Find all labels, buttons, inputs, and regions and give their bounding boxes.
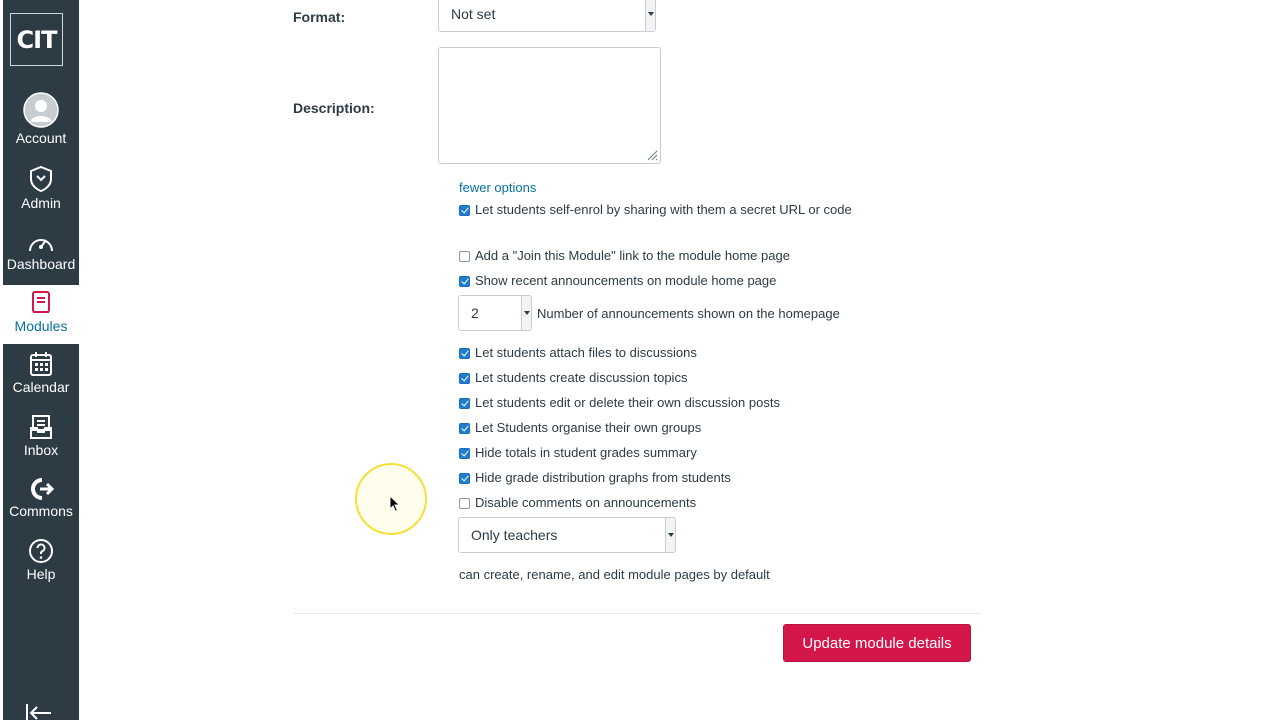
option-attach-files[interactable] [459,344,697,362]
nav-item-commons[interactable] [3,477,79,519]
pages-permission-select[interactable] [458,517,676,553]
option-label: Let students self-enrol by sharing with them a secret URL or code [475,202,852,217]
option-label: Add a "Join this Module" link to the module home page [475,248,790,263]
option-join-link[interactable] [459,247,790,265]
checkbox[interactable] [459,276,470,287]
option-label: Let students create discussion topics [475,370,688,385]
chevron-down-icon [645,0,655,31]
nav-item-help[interactable] [3,538,79,582]
option-label: Let students attach files to discussions [475,345,697,360]
option-label: Hide totals in student grades summary [475,445,697,460]
nav-item-modules[interactable] [3,285,79,344]
calendar-icon [29,351,53,377]
description-textarea[interactable] [438,47,661,164]
chevron-down-icon [521,296,531,330]
announcements-count-select[interactable] [458,295,532,331]
announcements-count-label: Number of announcements shown on the homepage [537,306,840,321]
pages-permission-note: can create, rename, and edit module pages by default [459,567,770,582]
checkbox[interactable] [459,373,470,384]
chevron-down-icon [665,518,675,552]
book-icon [30,290,52,316]
option-show-announcements[interactable] [459,272,776,290]
format-label: Format: [293,9,346,25]
logo-text: CIT [16,25,57,54]
nav-item-dashboard[interactable] [3,232,79,272]
announcements-count-value: 2 [471,305,479,321]
nav-label: Help [26,566,56,582]
nav-label: Dashboard [6,256,76,272]
nav-item-calendar[interactable] [3,351,79,395]
checkbox[interactable] [459,498,470,509]
option-label: Let students edit or delete their own discussion posts [475,395,780,410]
checkbox[interactable] [459,423,470,434]
inbox-icon [29,414,53,440]
nav-label: Calendar [12,379,70,395]
option-disable-comments[interactable] [459,494,696,512]
description-label: Description: [293,100,375,116]
nav-item-admin[interactable] [3,165,79,211]
option-hide-graphs[interactable] [459,469,731,487]
checkbox[interactable] [459,398,470,409]
pages-permission-value: Only teachers [471,527,558,543]
update-module-button[interactable]: Update module details [783,624,971,662]
checkbox[interactable] [459,448,470,459]
nav-label: Account [15,130,67,146]
fewer-options-link[interactable]: fewer options [459,180,537,195]
option-self-enrol[interactable] [459,201,852,219]
format-value: Not set [451,6,496,22]
avatar-icon [23,92,59,128]
option-label: Show recent announcements on module home page [475,273,777,288]
collapse-left-icon[interactable] [25,704,53,720]
global-nav [0,0,79,720]
resize-grip-icon[interactable] [646,149,658,161]
help-icon [28,538,54,564]
option-hide-totals[interactable] [459,444,697,462]
option-edit-posts[interactable] [459,394,780,412]
option-create-topics[interactable] [459,369,687,387]
checkbox[interactable] [459,473,470,484]
option-label: Let Students organise their own groups [475,420,702,435]
nav-item-account[interactable] [3,92,79,146]
shield-icon [28,165,54,193]
checkbox[interactable] [459,251,470,262]
checkbox[interactable] [459,348,470,359]
nav-label: Commons [9,503,73,519]
speedometer-icon [27,232,55,254]
nav-item-inbox[interactable] [3,414,79,458]
nav-label: Admin [21,195,61,211]
form-divider [293,613,981,614]
cit-logo[interactable] [10,13,63,66]
option-label: Hide grade distribution graphs from students [475,470,731,485]
commons-icon [28,477,54,501]
nav-label: Inbox [23,442,59,458]
nav-label: Modules [14,318,68,334]
option-label: Disable comments on announcements [475,495,697,510]
option-organise-groups[interactable] [459,419,701,437]
mouse-pointer-icon [389,495,401,513]
format-select[interactable] [438,0,656,32]
checkbox[interactable] [459,205,470,216]
